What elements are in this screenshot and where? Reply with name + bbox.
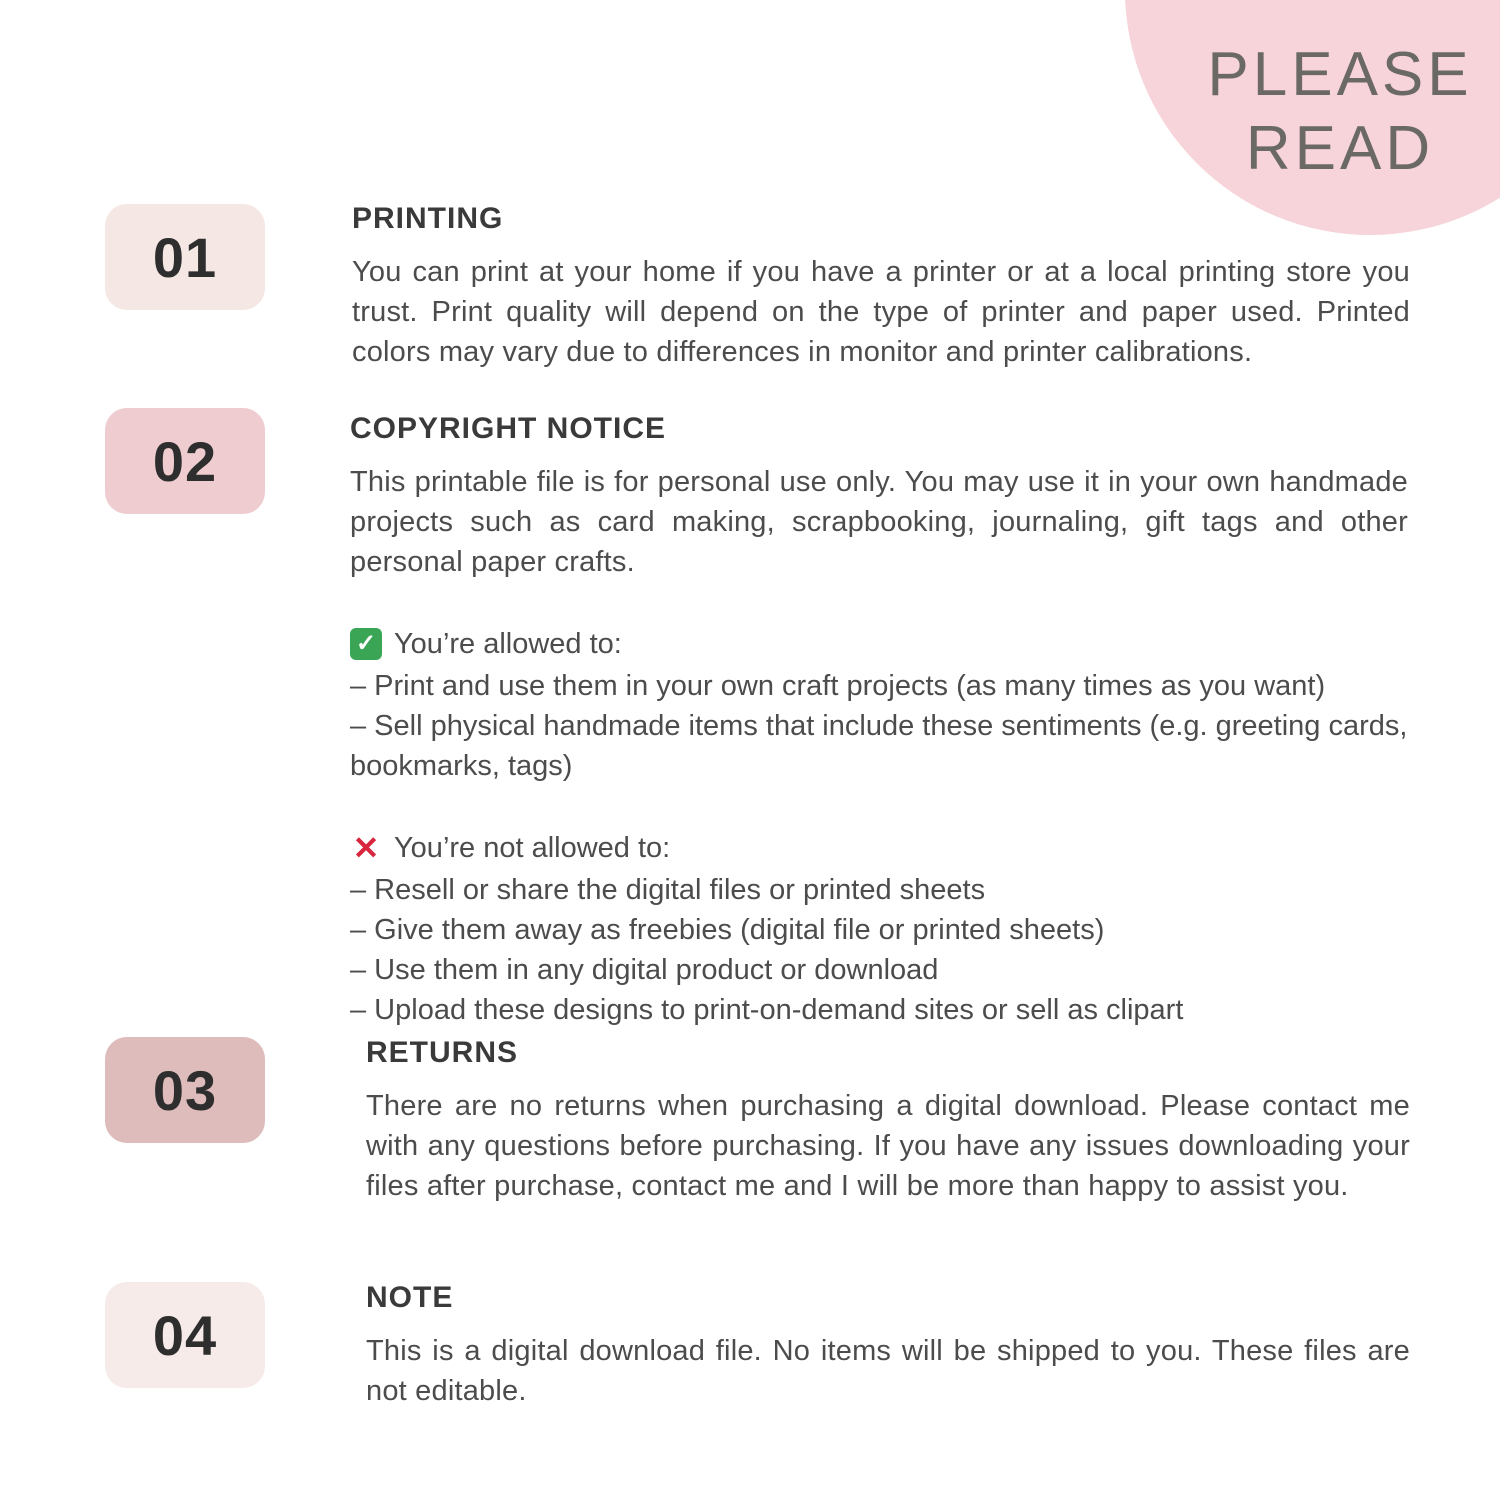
not-allowed-heading-label: You’re not allowed to: [394,832,671,864]
section-body: There are no returns when purchasing a digital download. Please contact me with any questions before purchasing. If you have any issues downloading your files after purchase, contact me and I will be more than happy to assist you. [366,1090,1410,1202]
list-item: – Print and use them in your own craft projects (as many times as you want) [350,670,1326,702]
check-icon: ✓ [350,628,382,660]
number-badge-04 [105,1282,265,1388]
section-title: RETURNS [366,1036,519,1069]
allowed-heading [350,624,1408,664]
list-item: – Resell or share the digital files or printed sheets [350,874,986,906]
list-item: – Upload these designs to print-on-demand sites or sell as clipart [350,994,1184,1026]
badge-number: 04 [152,1303,218,1367]
not-allowed-heading [350,828,1408,868]
list-item: – Use them in any digital product or download [350,954,939,986]
page-title-line2: READ [1245,114,1435,183]
badge-number: 03 [152,1058,218,1122]
section-title: NOTE [366,1281,454,1314]
section-copyright [350,412,1408,1030]
section-note [366,1281,1410,1411]
list-item: – Give them away as freebies (digital file or printed sheets) [350,914,1105,946]
section-body: This is a digital download file. No items will be shipped to you. These files are not editable. [366,1335,1410,1407]
list-item: – Sell physical handmade items that include these sentiments (e.g. greeting cards, bookmarks, tags) [350,710,1408,782]
page-title [1195,38,1485,186]
cross-icon: ✕ [352,830,380,866]
section-returns [366,1036,1410,1206]
not-allowed-list [350,828,1408,1030]
badge-number: 01 [152,225,218,289]
section-body: This printable file is for personal use only. You may use it in your own handmade projects such as card making, scrapbooking, journaling, gift tags and other personal paper crafts. [350,466,1408,578]
number-badge-03 [105,1037,265,1143]
section-title: COPYRIGHT NOTICE [350,412,667,445]
allowed-list [350,624,1408,786]
number-badge-02 [105,408,265,514]
section-body: You can print at your home if you have a printer or at a local printing store you trust. Print quality will depend on the type of printer and paper used. Printed colors may vary due to differences in monitor and printer calibrations. [352,256,1410,368]
section-printing [352,202,1410,372]
number-badge-01 [105,204,265,310]
badge-number: 02 [152,429,218,493]
section-title: PRINTING [352,202,504,235]
page-title-line1: PLEASE [1207,40,1473,109]
allowed-heading-label: You’re allowed to: [394,628,622,660]
